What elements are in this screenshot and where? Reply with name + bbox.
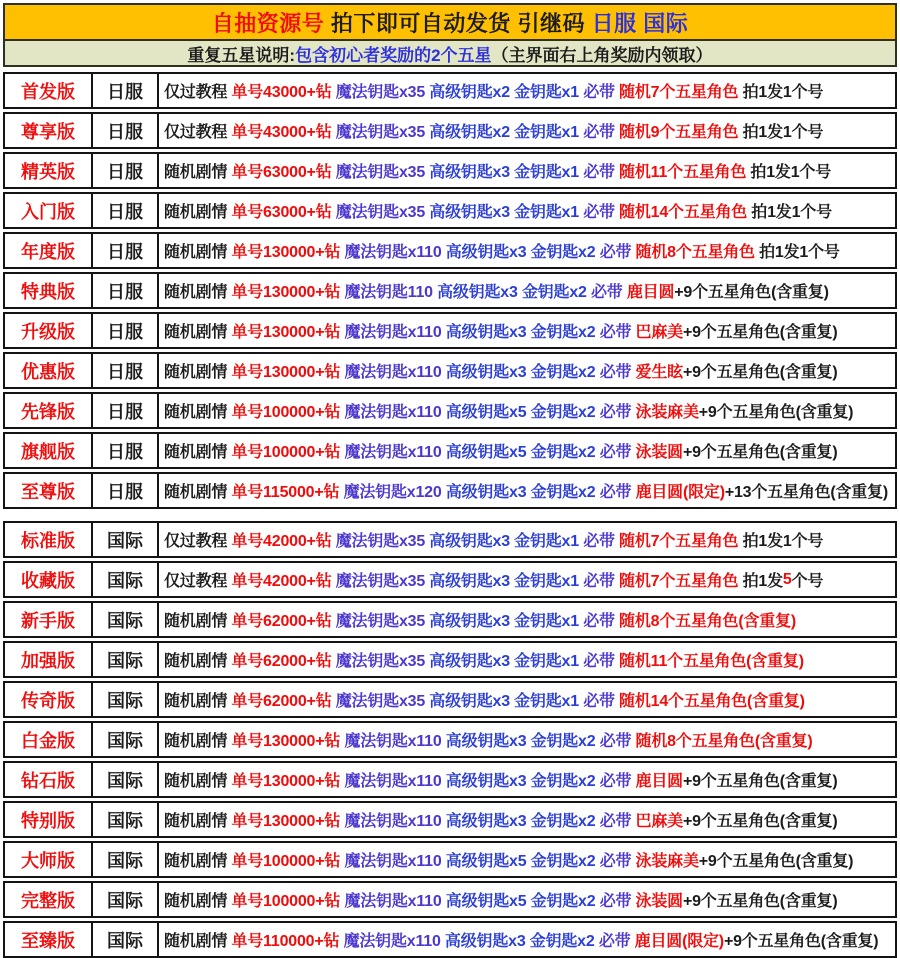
edition-name: 钻石版 [5,763,93,796]
description-segment: +9个五星角色(含重复) [682,324,838,341]
edition-description [159,114,895,147]
description-segment: 随机剧情 [164,813,232,830]
description-segment: 随机14个五星角色(含重复) [619,693,805,710]
description-segment: 单号63000+钻 [231,204,336,221]
description-segment: 高级钥匙x3 [444,933,530,950]
table-row [3,112,897,149]
edition-name: 尊享版 [5,114,93,147]
table-row [3,601,897,638]
description-segment: 巴麻美 [635,813,683,830]
edition-name: 至臻版 [5,923,93,956]
description-segment: +9个五星角色(含重复) [682,444,838,461]
description-segment: 必带 [583,653,620,670]
description-segment: 高级钥匙x3 [429,204,515,221]
description-segment: 魔法钥匙x110 [344,853,446,870]
description-segment: 泳装圆 [635,893,683,910]
description-segment: 拍1发1个号 [742,533,824,550]
description-segment: +9个五星角色(含重复) [682,813,838,830]
description-segment: 随机剧情 [164,653,232,670]
server-label: 日服 [93,154,159,187]
edition-name: 至尊版 [5,474,93,507]
server-label: 日服 [93,114,159,147]
edition-name: 入门版 [5,194,93,227]
description-segment: 单号130000+钻 [231,364,345,381]
description-segment: 单号100000+钻 [231,893,345,910]
description-segment: 鹿目圆 [635,773,683,790]
description-segment: 必带 [583,84,620,101]
banner-text-segment: 自抽资源号 [211,10,331,36]
table-row [3,721,897,758]
duplicate-five-star-note [3,39,897,67]
table-row [3,641,897,678]
description-segment: 随机剧情 [164,853,232,870]
description-segment: 魔法钥匙x110 [344,324,446,341]
edition-description [159,474,895,507]
description-segment: 必带 [599,404,636,421]
description-segment: 随机剧情 [164,164,232,181]
description-segment: 金钥匙x1 [514,693,584,710]
description-segment: 魔法钥匙x110 [344,813,446,830]
description-segment: 魔法钥匙x120 [343,484,446,501]
edition-name: 新手版 [5,603,93,636]
edition-name: 旗舰版 [5,434,93,467]
description-segment: 单号100000+钻 [231,444,345,461]
description-segment: 随机剧情 [164,893,232,910]
description-segment: +9个五星角色(含重复) [682,893,838,910]
description-segment: +9个五星角色(含重复) [698,853,854,870]
description-segment: 金钥匙x1 [514,84,584,101]
description-segment: 高级钥匙x3 [437,284,522,301]
description-segment: 魔法钥匙x110 [344,733,446,750]
description-segment: 单号130000+钻 [231,813,345,830]
description-segment: 必带 [583,124,620,141]
description-segment: +9个五星角色(含重复) [674,284,829,301]
description-segment: 随机剧情 [164,324,232,341]
description-segment: 金钥匙x2 [530,813,600,830]
description-segment: 随机8个五星角色(含重复) [635,733,813,750]
description-segment: 魔法钥匙110 [344,284,438,301]
description-segment: 魔法钥匙x35 [335,533,430,550]
description-segment: 随机7个五星角色 [619,84,743,101]
table-row [3,841,897,878]
server-label: 日服 [93,314,159,347]
edition-description [159,523,895,556]
table-row [3,561,897,598]
description-segment: 单号43000+钻 [231,124,336,141]
description-segment: 必带 [591,284,627,301]
table-row [3,272,897,309]
description-segment: 高级钥匙x3 [429,164,515,181]
description-segment: 单号130000+钻 [231,244,345,261]
editions-table [3,72,897,958]
description-segment: 魔法钥匙x110 [344,244,446,261]
description-segment: 金钥匙x2 [521,284,591,301]
table-row [3,801,897,838]
description-segment: 随机剧情 [164,244,232,261]
edition-description [159,314,895,347]
description-segment: 魔法钥匙x35 [335,573,430,590]
server-label: 国际 [93,763,159,796]
description-segment: 单号62000+钻 [231,693,336,710]
note-text-segment: （主界面右上角奖励内领取） [491,45,713,65]
description-segment: 仅过教程 [164,84,232,101]
description-segment: 魔法钥匙x35 [335,84,430,101]
description-segment: 必带 [583,693,620,710]
table-row [3,352,897,389]
description-segment: 高级钥匙x5 [445,893,531,910]
edition-description [159,683,895,716]
description-segment: 必带 [583,204,620,221]
edition-description [159,763,895,796]
edition-description [159,923,895,956]
description-segment: 高级钥匙x3 [429,613,515,630]
description-segment: 单号100000+钻 [231,853,345,870]
description-segment: 随机11个五星角色(含重复) [619,653,804,670]
server-label: 日服 [93,474,159,507]
description-segment: 魔法钥匙x110 [344,893,446,910]
description-segment: 随机7个五星角色 [619,533,743,550]
description-segment: 鹿目圆(限定) [635,484,725,501]
title-banner [3,3,897,41]
table-row [3,152,897,189]
description-segment: 单号130000+钻 [231,733,345,750]
description-segment: 随机剧情 [164,773,232,790]
description-segment: 金钥匙x1 [514,613,584,630]
description-segment: 金钥匙x2 [530,244,600,261]
description-segment: 金钥匙x2 [530,853,600,870]
description-segment: 魔法钥匙x35 [335,124,430,141]
description-segment: 仅过教程 [164,533,232,550]
description-segment: 高级钥匙x3 [445,484,531,501]
description-segment: +9个五星角色(含重复) [723,933,879,950]
description-segment: 必带 [599,733,636,750]
description-segment: +9个五星角色(含重复) [698,404,854,421]
description-segment: 高级钥匙x3 [429,693,515,710]
description-segment: 随机剧情 [164,733,232,750]
description-segment: 魔法钥匙x35 [335,164,430,181]
description-segment: 魔法钥匙x110 [344,773,446,790]
description-segment: 高级钥匙x5 [445,853,531,870]
description-segment: 个号 [791,573,824,590]
description-segment: 金钥匙x1 [514,204,584,221]
description-segment: 金钥匙x1 [514,164,584,181]
server-label: 国际 [93,803,159,836]
description-segment: 仅过教程 [164,124,232,141]
server-label: 日服 [93,234,159,267]
edition-description [159,354,895,387]
description-segment: 泳装圆 [635,444,683,461]
description-segment: 必带 [599,893,636,910]
description-segment: 必带 [599,244,636,261]
edition-name: 特典版 [5,274,93,307]
description-segment: 高级钥匙x3 [445,324,531,341]
server-label: 日服 [93,394,159,427]
description-segment: 金钥匙x1 [514,533,584,550]
description-segment: 拍1发1个号 [742,124,824,141]
description-segment: 单号62000+钻 [231,613,336,630]
edition-description [159,154,895,187]
description-segment: 单号100000+钻 [231,404,345,421]
description-segment: 拍1发1个号 [750,164,832,181]
edition-name: 升级版 [5,314,93,347]
table-row [3,192,897,229]
edition-description [159,803,895,836]
server-label: 日服 [93,74,159,107]
description-segment: 高级钥匙x2 [429,124,515,141]
table-row [3,312,897,349]
edition-name: 特别版 [5,803,93,836]
description-segment: 魔法钥匙x110 [343,933,445,950]
description-segment: 必带 [583,164,620,181]
edition-description [159,234,895,267]
description-segment: 单号63000+钻 [231,164,336,181]
description-segment: 高级钥匙x3 [429,533,515,550]
description-segment: 随机剧情 [164,404,232,421]
edition-description [159,563,895,596]
description-segment: 单号42000+钻 [231,573,336,590]
description-segment: 金钥匙x2 [530,444,600,461]
description-segment: 高级钥匙x3 [445,773,531,790]
edition-name: 加强版 [5,643,93,676]
description-segment: 爱生眩 [635,364,683,381]
server-label: 国际 [93,603,159,636]
description-segment: 必带 [583,533,620,550]
edition-name: 完整版 [5,883,93,916]
description-segment: 必带 [599,813,636,830]
description-segment: 随机7个五星角色 [619,573,743,590]
description-segment: 随机剧情 [164,693,232,710]
server-label: 国际 [93,683,159,716]
table-row [3,521,897,558]
table-row [3,72,897,109]
edition-name: 收藏版 [5,563,93,596]
description-segment: 高级钥匙x5 [445,404,531,421]
description-segment: 单号115000+钻 [231,484,344,501]
description-segment: 拍1发1个号 [742,84,824,101]
description-segment: 随机9个五星角色 [619,124,743,141]
description-segment: 5 [782,570,792,588]
edition-description [159,274,895,307]
edition-name: 优惠版 [5,354,93,387]
description-segment: 拍1发 [742,573,783,590]
description-segment: +9个五星角色(含重复) [682,364,838,381]
description-segment: 必带 [599,773,636,790]
description-segment: 巴麻美 [635,324,683,341]
edition-description [159,723,895,756]
table-row [3,681,897,718]
description-segment: 必带 [583,573,620,590]
description-segment: 单号62000+钻 [231,653,336,670]
description-segment: 金钥匙x2 [530,733,600,750]
edition-description [159,883,895,916]
description-segment: 高级钥匙x5 [445,444,531,461]
description-segment: 金钥匙x2 [530,773,600,790]
description-segment: 魔法钥匙x35 [335,653,430,670]
description-segment: 随机剧情 [164,204,232,221]
edition-description [159,434,895,467]
description-segment: 单号42000+钻 [231,533,336,550]
description-segment: 魔法钥匙x110 [344,404,446,421]
description-segment: 必带 [599,324,636,341]
description-segment: 必带 [599,444,636,461]
server-label: 日服 [93,194,159,227]
description-segment: 金钥匙x1 [514,653,584,670]
table-row [3,392,897,429]
server-label: 日服 [93,434,159,467]
description-segment: 随机11个五星角色 [619,164,751,181]
description-segment: 高级钥匙x3 [445,244,531,261]
table-row [3,232,897,269]
server-label: 国际 [93,723,159,756]
banner-text-segment: 拍下即可自动发货 引继码 [330,10,592,36]
description-segment: 必带 [599,484,636,501]
edition-name: 标准版 [5,523,93,556]
edition-name: 传奇版 [5,683,93,716]
description-segment: 泳装麻美 [635,404,699,421]
server-label: 日服 [93,274,159,307]
description-segment: 魔法钥匙x110 [344,364,446,381]
table-row [3,432,897,469]
description-segment: 拍1发1个号 [759,244,840,261]
description-segment: 随机剧情 [164,484,232,501]
description-segment: 金钥匙x1 [514,573,584,590]
description-segment: 拍1发1个号 [751,204,832,221]
description-segment: 随机剧情 [164,444,232,461]
description-segment: 必带 [598,933,635,950]
server-label: 日服 [93,354,159,387]
description-segment: 单号130000+钻 [231,773,345,790]
note-text-segment: 重复五星说明: [187,45,296,65]
description-segment: +9个五星角色(含重复) [682,773,838,790]
description-segment: 随机14个五星角色 [619,204,752,221]
edition-name: 白金版 [5,723,93,756]
description-segment: 金钥匙x2 [530,404,600,421]
description-segment: 必带 [599,853,636,870]
edition-description [159,194,895,227]
description-segment: 高级钥匙x3 [445,733,531,750]
description-segment: 泳装麻美 [635,853,699,870]
edition-description [159,843,895,876]
description-segment: 鹿目圆 [626,284,675,301]
description-segment: 单号110000+钻 [231,933,344,950]
edition-name: 年度版 [5,234,93,267]
banner-text-segment: 日服 国际 [591,10,689,36]
description-segment: 魔法钥匙x35 [335,204,430,221]
description-segment: 魔法钥匙x35 [335,613,430,630]
server-label: 国际 [93,923,159,956]
description-segment: 随机剧情 [164,933,232,950]
edition-description [159,603,895,636]
table-row [3,472,897,509]
description-segment: 金钥匙x2 [530,893,600,910]
edition-description [159,394,895,427]
server-label: 国际 [93,643,159,676]
description-segment: 随机剧情 [164,364,232,381]
description-segment: 高级钥匙x3 [445,364,531,381]
description-segment: 魔法钥匙x35 [335,693,430,710]
description-segment: 金钥匙x2 [530,364,600,381]
description-segment: 单号43000+钻 [231,84,336,101]
server-label: 国际 [93,883,159,916]
table-row [3,881,897,918]
description-segment: 鹿目圆(限定) [634,933,724,950]
description-segment: 仅过教程 [164,573,232,590]
description-segment: 单号130000+钻 [231,324,345,341]
server-section-gap [3,512,897,521]
server-label: 国际 [93,523,159,556]
description-segment: 高级钥匙x3 [445,813,531,830]
description-segment: 高级钥匙x3 [429,573,515,590]
description-segment: 金钥匙x2 [529,933,599,950]
description-segment: +13个五星角色(含重复) [724,484,889,501]
description-segment: 必带 [583,613,620,630]
edition-name: 精英版 [5,154,93,187]
description-segment: 魔法钥匙x110 [344,444,446,461]
description-segment: 随机8个五星角色 [635,244,760,261]
table-row [3,921,897,958]
description-segment: 金钥匙x1 [514,124,584,141]
description-segment: 随机剧情 [164,284,232,301]
server-label: 国际 [93,563,159,596]
note-text-segment: 包含初心者奖励的2个五星 [295,45,492,65]
server-label: 国际 [93,843,159,876]
description-segment: 金钥匙x2 [530,484,600,501]
table-row [3,761,897,798]
description-segment: 必带 [599,364,636,381]
description-segment: 高级钥匙x2 [429,84,515,101]
description-segment: 高级钥匙x3 [429,653,515,670]
edition-description [159,643,895,676]
edition-name: 先锋版 [5,394,93,427]
edition-name: 大师版 [5,843,93,876]
edition-description [159,74,895,107]
description-segment: 金钥匙x2 [530,324,600,341]
edition-name: 首发版 [5,74,93,107]
description-segment: 随机8个五星角色(含重复) [619,613,797,630]
description-segment: 单号130000+钻 [231,284,345,301]
description-segment: 随机剧情 [164,613,232,630]
